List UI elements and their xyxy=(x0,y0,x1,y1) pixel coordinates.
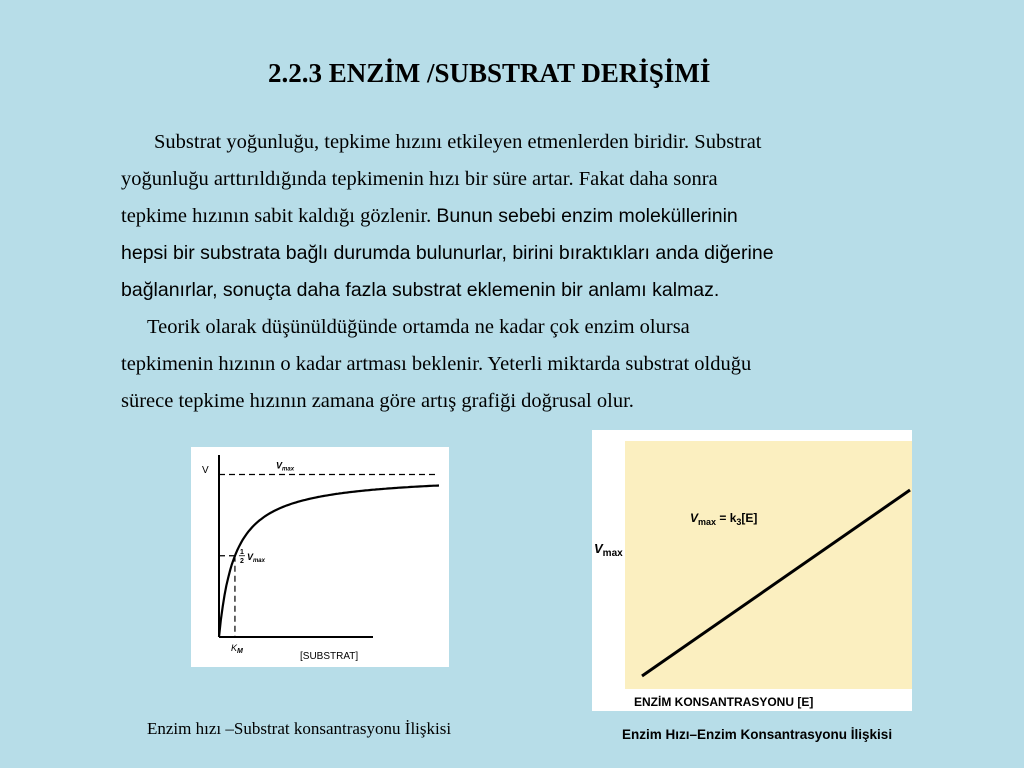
km-label: $K_M$ xyxy=(230,643,243,655)
paragraph-1-line-2: yoğunluğu arttırıldığında tepkimenin hızı bir süre artar. Fakat daha sonra xyxy=(121,168,718,190)
michaelis-menten-chart xyxy=(191,447,449,667)
slide-title: 2.2.3 ENZİM /SUBSTRAT DERİŞİMİ xyxy=(268,58,711,88)
paragraph-2-line-3: sürece tepkime hızının zamana göre artış grafiği doğrusal olur. xyxy=(121,390,634,412)
figure-1-caption: Enzim hızı –Substrat konsantrasyonu İlişkisi xyxy=(147,719,452,738)
enzyme-concentration-chart xyxy=(592,430,912,711)
paragraph-1-line-3-serif: tepkime hızının sabit kaldığı gözlenir. xyxy=(121,205,437,227)
vmax-label: $V_{max}$ xyxy=(276,460,295,473)
half-vmax-label-denominator: 2 xyxy=(239,557,244,565)
paragraph-2-line-1: Teorik olarak düşünüldüğünde ortamda ne kadar çok enzim olursa xyxy=(147,316,690,338)
paragraph-1-line-4: hepsi bir substrata bağlı durumda bulunurlar, birini bıraktıkları anda diğerine xyxy=(121,242,774,264)
paragraph-2-line-2: tepkimenin hızının o kadar artması beklenir. Yeterli miktarda substrat olduğu xyxy=(121,353,752,375)
half-vmax-label-numerator: 1 xyxy=(239,548,244,556)
rate-equation: $V_{max} = k_3[E]$ xyxy=(690,511,758,527)
plot-background xyxy=(625,441,912,689)
enzyme-concentration-figure xyxy=(592,430,912,711)
paragraph-1-line-1: Substrat yoğunluğu, tepkime hızını etkileyen etmenlerden biridir. Substrat xyxy=(154,131,762,153)
paragraph-1-line-5: bağlanırlar, sonuçta daha fazla substrat eklemenin bir anlamı kalmaz. xyxy=(121,279,720,301)
paragraph-1-line-3 xyxy=(121,198,921,235)
body-text xyxy=(121,124,921,420)
x-axis-label: ENZİM KONSANTRASYONU [E] xyxy=(634,695,814,709)
y-axis-label: $V_{max}$ xyxy=(594,541,623,559)
figure-2-caption: Enzim Hızı–Enzim Konsantrasyonu İlişkisi xyxy=(622,727,893,742)
y-axis-label: V xyxy=(202,465,209,476)
x-axis-label: [SUBSTRAT] xyxy=(300,651,359,662)
half-vmax-label: $V_{max}$ xyxy=(246,551,265,564)
michaelis-menten-figure xyxy=(191,447,449,667)
paragraph-1-line-3-sans: Bunun sebebi enzim moleküllerinin xyxy=(436,205,738,227)
